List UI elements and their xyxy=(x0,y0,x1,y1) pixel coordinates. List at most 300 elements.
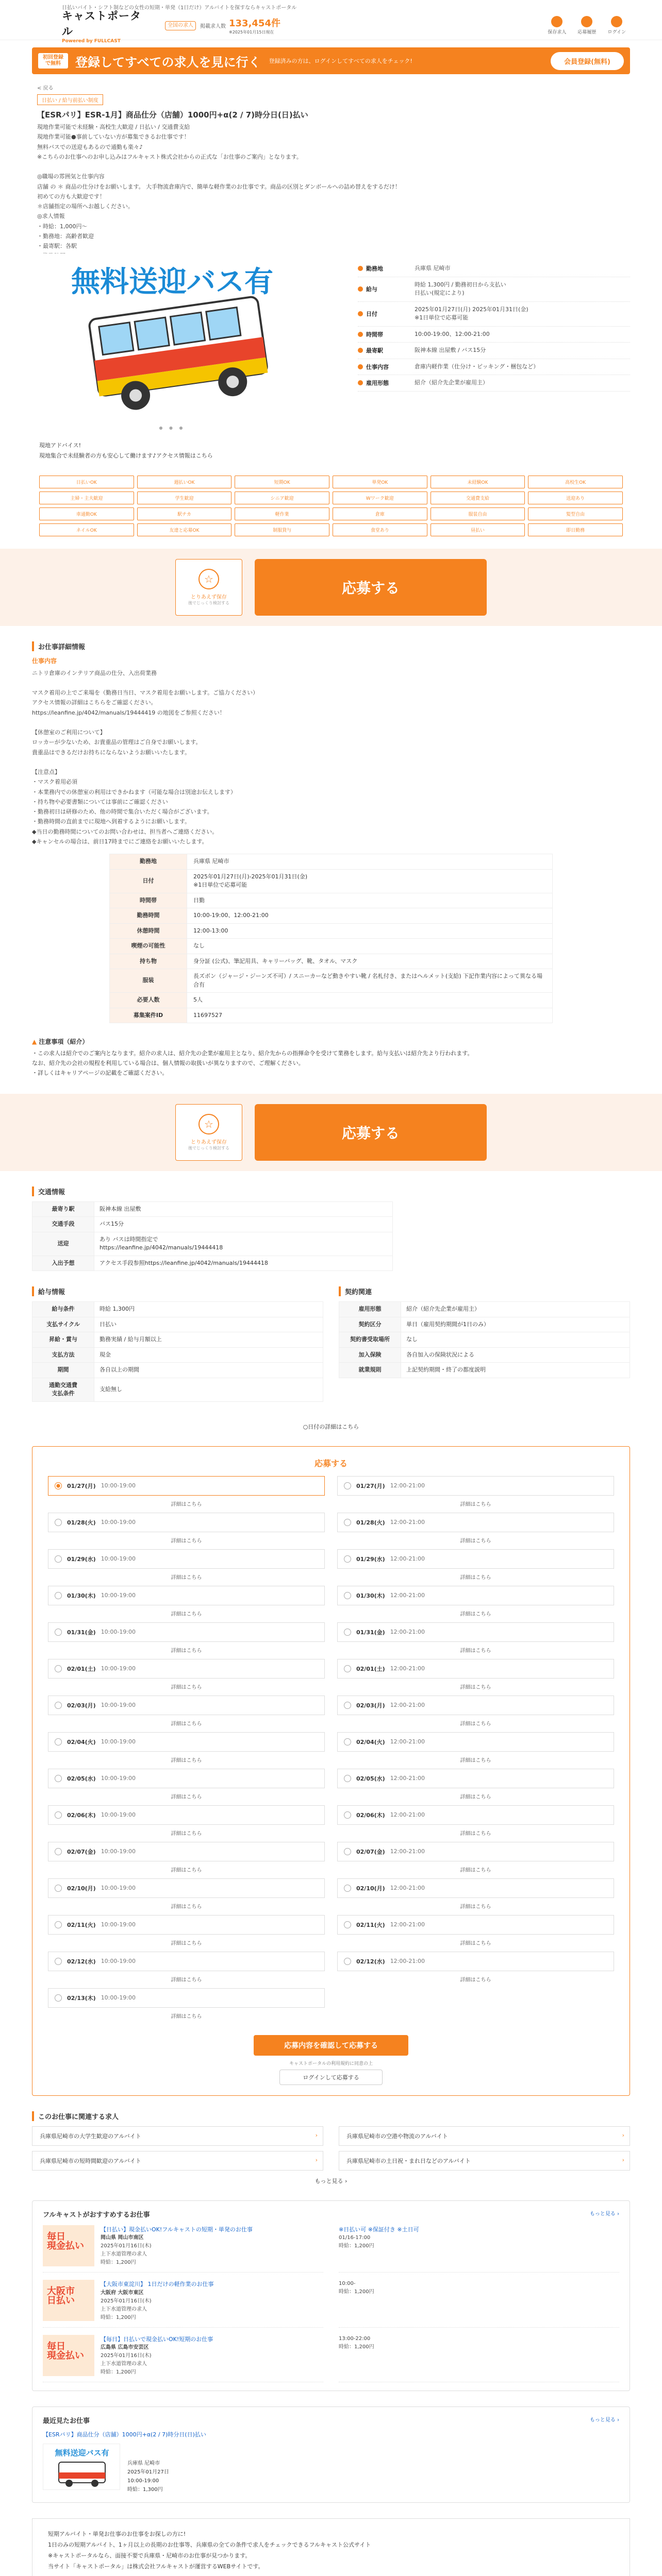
slot-time: 10:00-19:00 xyxy=(101,1592,136,1599)
recommend-job[interactable] xyxy=(339,2225,619,2273)
related-link[interactable]: 兵庫県尼崎市の土日祝・まれ日などのアルバイト › xyxy=(339,2151,630,2171)
feature-tag[interactable]: 服装自由 xyxy=(431,507,525,520)
slot-date: 01/31(金) xyxy=(356,1629,385,1636)
radio-icon xyxy=(55,1592,62,1599)
slot-detail-link[interactable]: 詳細はこちら xyxy=(171,1904,202,1910)
train-icon xyxy=(358,348,363,353)
info-row: 日付 2025年01月27日(月)-2025年01月31日(金) ※1日単位で応募可能 xyxy=(110,869,553,893)
summary-row: 時間帯 10:00-19:00、12:00-21:00 xyxy=(358,327,630,343)
intro-link[interactable]: 現地集合で未経験者の方も安心して働けます♪アクセス情報はこちら xyxy=(39,452,213,459)
slot-time: 10:00-19:00 xyxy=(101,1848,136,1855)
slot-date: 02/05(水) xyxy=(356,1775,385,1782)
yen-icon xyxy=(358,286,363,292)
schedule-option[interactable] xyxy=(337,1805,614,1825)
heart-icon xyxy=(551,16,562,27)
schedule-option[interactable] xyxy=(337,1769,614,1788)
job-thumbnail-text: 大阪市 日払い xyxy=(47,2286,75,2307)
radio-icon xyxy=(55,1775,62,1782)
svg-text:無料送迎バス有: 無料送迎バス有 xyxy=(55,2448,109,2458)
login-label: ログイン xyxy=(607,30,626,35)
schedule-slot xyxy=(337,1696,614,1732)
pay-row: 給与条件 時給 1,300円 xyxy=(32,1302,323,1317)
site-logo[interactable] xyxy=(62,8,144,44)
slot-detail-link[interactable]: 詳細はこちら xyxy=(460,1977,491,1983)
schedule-option[interactable] xyxy=(337,1586,614,1605)
slot-time: 12:00-21:00 xyxy=(390,1885,425,1892)
traffic-row: 入出予想 アクセス手段参照https://leanfine.jp/4042/manuals/19444418 xyxy=(32,1256,393,1271)
pay-heading: 給与情報 xyxy=(32,1286,323,1296)
warning-icon: ▲ xyxy=(32,1038,39,1046)
slot-time: 10:00-19:00 xyxy=(101,1665,136,1672)
slot-time: 10:00-19:00 xyxy=(101,1994,136,2002)
slot-detail-link[interactable]: 詳細はこちら xyxy=(171,1794,202,1800)
radio-icon xyxy=(344,1592,351,1599)
schedule-slot xyxy=(337,1878,614,1915)
schedule-option[interactable] xyxy=(48,1622,325,1642)
schedule-option[interactable] xyxy=(48,1513,325,1532)
traffic-row: 交通手段 バス15分 xyxy=(32,1217,393,1232)
related-link[interactable]: 兵庫県尼崎市の短時間歓迎のアルバイト › xyxy=(32,2151,323,2171)
slot-date: 02/01(土) xyxy=(356,1665,385,1672)
recommend-box xyxy=(32,2200,630,2392)
slot-detail-link[interactable]: 詳細はこちら xyxy=(171,1538,202,1544)
job-summary xyxy=(358,261,630,430)
summary-row: 雇用形態 紹介（紹介先企業が雇用主） xyxy=(358,375,630,392)
job-title-link: 【毎日】日払いで現金払いOK!短期のお仕事 xyxy=(101,2335,213,2343)
schedule-option[interactable] xyxy=(337,1878,614,1898)
schedule-option[interactable] xyxy=(337,1622,614,1642)
pay-row: 期間 各自以上の期間 xyxy=(32,1363,323,1378)
feature-tag[interactable]: シニア歓迎 xyxy=(235,492,329,504)
slot-time: 12:00-21:00 xyxy=(390,1629,425,1636)
slot-detail-link[interactable]: 詳細はこちら xyxy=(460,1794,491,1800)
feature-tag[interactable]: 学生歓迎 xyxy=(137,492,232,504)
job-place: 岡山県 岡山市南区 xyxy=(101,2235,144,2241)
radio-icon xyxy=(55,1848,62,1855)
date-detail-link[interactable]: ○日付の詳細はこちら xyxy=(303,1423,359,1430)
job-pay: 時給：1,200円 xyxy=(339,2289,374,2295)
slot-date: 01/29(水) xyxy=(356,1555,385,1563)
radio-icon xyxy=(55,1811,62,1819)
slot-time: 10:00-19:00 xyxy=(101,1519,136,1526)
slot-time: 10:00-19:00 xyxy=(101,1921,136,1928)
slot-date: 01/30(木) xyxy=(67,1592,96,1599)
radio-icon xyxy=(55,1665,62,1672)
radio-icon xyxy=(55,1519,62,1526)
recent-pay: 時給：1,300円 xyxy=(127,2487,163,2493)
schedule-option[interactable] xyxy=(48,1732,325,1752)
slot-time: 12:00-21:00 xyxy=(390,1738,425,1745)
hero-image xyxy=(38,261,306,420)
job-pay: 時給：1,200円 xyxy=(101,2314,136,2320)
radio-icon xyxy=(55,1738,62,1745)
feature-tag[interactable]: Wワーク歓迎 xyxy=(333,492,427,504)
recent-job[interactable] xyxy=(43,2444,619,2494)
confirm-apply-button[interactable]: 応募内容を確認して応募する xyxy=(254,2035,408,2056)
apply-band xyxy=(0,549,662,626)
schedule-option[interactable] xyxy=(48,1805,325,1825)
radio-icon xyxy=(55,1702,62,1709)
radio-icon xyxy=(55,1885,62,1892)
slot-date: 01/28(火) xyxy=(356,1519,385,1526)
slot-time: 10:00-19:00 xyxy=(101,1555,136,1563)
schedule-option[interactable] xyxy=(337,1952,614,1971)
schedule-option[interactable] xyxy=(337,1696,614,1715)
traffic-row: 最寄り駅 阪神本線 出屋敷 xyxy=(32,1201,393,1217)
schedule-option[interactable] xyxy=(337,1915,614,1935)
job-thumbnail xyxy=(43,2335,94,2376)
login-button[interactable] xyxy=(607,16,626,35)
job-thumbnail-text: 毎日 現金払い xyxy=(47,2341,84,2361)
schedule-option[interactable] xyxy=(48,1549,325,1569)
slot-time: 10:00-19:00 xyxy=(101,1482,136,1489)
recommend-more-link[interactable]: もっと見る › xyxy=(589,2211,619,2217)
feature-tag[interactable]: 即日勤務 xyxy=(528,523,623,536)
schedule-option[interactable] xyxy=(337,1513,614,1532)
slot-date: 02/13(木) xyxy=(67,1994,96,2002)
feature-tag[interactable]: 車通勤OK xyxy=(39,507,134,520)
slot-detail-link[interactable]: 詳細はこちら xyxy=(171,1977,202,1983)
slot-time: 12:00-21:00 xyxy=(390,1592,425,1599)
radio-icon xyxy=(344,1848,351,1855)
feature-tag[interactable]: 食堂あり xyxy=(333,523,427,536)
feature-tag[interactable]: 送迎あり xyxy=(528,492,623,504)
slot-detail-link[interactable]: 詳細はこちら xyxy=(171,1648,202,1654)
top-bar: 日払いバイト・シフト制などの女性の短期・単発（1日だけ）アルバイトを探すならキャストポータル xyxy=(62,5,297,11)
slot-date: 02/03(月) xyxy=(67,1702,96,1709)
slot-date: 02/10(月) xyxy=(67,1885,96,1892)
slot-detail-link[interactable]: 詳細はこちら xyxy=(171,1574,202,1581)
schedule-slot xyxy=(48,1842,325,1878)
bookmark-icon: ☆ xyxy=(198,569,219,589)
pay-table xyxy=(32,1301,323,1402)
feature-tag[interactable]: 駅チカ xyxy=(137,507,232,520)
recent-place: 兵庫県 尼崎市 xyxy=(127,2461,160,2467)
feature-tag[interactable]: 制服貸与 xyxy=(235,523,329,536)
feature-tag[interactable]: 日払いOK xyxy=(39,476,134,488)
slot-detail-link[interactable]: 詳細はこちら xyxy=(460,1757,491,1764)
slot-detail-link[interactable]: 詳細はこちら xyxy=(171,1940,202,1946)
info-row: 勤務時間 10:00-19:00、12:00-21:00 xyxy=(110,908,553,924)
job-count-stat xyxy=(165,16,280,35)
schedule-title: 応募する xyxy=(314,1458,347,1468)
feature-tag[interactable]: 倉庫 xyxy=(333,507,427,520)
schedule-slot xyxy=(337,1513,614,1549)
job-count: 133,454件 xyxy=(229,18,280,29)
schedule-option[interactable] xyxy=(48,1952,325,1971)
apply-button[interactable]: 応募する xyxy=(255,1104,487,1161)
bus-image xyxy=(38,261,306,420)
detail-body: ニトリ倉庫のインテリア商品の仕分、入出荷業務 マスク着用の上でご来場を（勤務日当日、マスク着用をお願いします。ご協力ください） アクセス情報の詳細はこちらをご確認ください。 https://leanfine.jp/4042/manuals/19444419 の地図をご参照ください！ 【休憩室のご利用について】 ロッカーが少ないため、お貴重品の管理はご自身でお願いします。 貴重品はできるだけお持ちにならないようお願いいたします。 【注意点】 ・マスク着用必須 ・本業務内での休憩室の利用はできかねます（可能な場合は別途お伝えします） ・持ち物や必要書類については事前にご確認ください ・勤務初日は研修のため、他の時間で集合いただく場合がございます。 ・勤務時間の直前までに現地へ到着するようにお願いします。 ◆当日の勤務時間についてのお問い合わせは、担当者へご連絡ください。 ◆キャンセルの場合は、前日17時までにご連絡をお願いいたします。 xyxy=(32,669,259,845)
schedule-slot xyxy=(48,1659,325,1696)
clock-icon xyxy=(358,332,363,337)
job-main xyxy=(32,79,630,541)
recent-date: 2025年01月27日 xyxy=(127,2469,169,2476)
slot-date: 02/06(木) xyxy=(356,1811,385,1819)
schedule-slot xyxy=(337,1476,614,1513)
slot-date: 02/01(土) xyxy=(67,1665,96,1672)
feature-tag[interactable]: 高校生OK xyxy=(528,476,623,488)
recommend-job[interactable] xyxy=(43,2225,323,2273)
tags-grid xyxy=(32,470,630,541)
info-row: 持ち物 身分証 (公式)、筆記用具、キャリーバッグ、靴、タオル、マスク xyxy=(110,954,553,969)
slot-date: 02/07(金) xyxy=(356,1848,385,1855)
register-banner[interactable] xyxy=(32,47,630,74)
recommend-jobs xyxy=(43,2225,619,2383)
slot-detail-link[interactable]: 詳細はこちら xyxy=(460,1904,491,1910)
info-row: 休憩時間 12:00-13:00 xyxy=(110,923,553,939)
radio-icon xyxy=(55,1482,62,1489)
slot-date: 01/30(木) xyxy=(356,1592,385,1599)
slot-date: 02/05(水) xyxy=(67,1775,96,1782)
summary-row: 日付 2025年01月27日(月) 2025年01月31日(金) ※1日単位で応募可能 xyxy=(358,302,630,327)
contract-row: 加入保険 各自加入の保険状況による xyxy=(339,1347,630,1363)
schedule-slot xyxy=(48,1769,325,1805)
info-row: 喫煙の可能性 なし xyxy=(110,939,553,954)
area-badge: 全国の求人 xyxy=(165,21,196,30)
feature-tag[interactable]: 軽作業 xyxy=(235,507,329,520)
feature-tag[interactable]: 単発OK xyxy=(333,476,427,488)
site-header xyxy=(0,9,662,44)
slot-time: 12:00-21:00 xyxy=(390,1921,425,1928)
radio-icon xyxy=(344,1519,351,1526)
schedule-slot xyxy=(337,1805,614,1842)
schedule-option[interactable] xyxy=(337,1659,614,1679)
slot-time: 12:00-21:00 xyxy=(390,1958,425,1965)
radio-icon xyxy=(55,1921,62,1928)
slot-detail-link[interactable]: 詳細はこちら xyxy=(171,1501,202,1507)
schedule-slot xyxy=(337,1842,614,1878)
schedule-slot xyxy=(48,1952,325,1988)
notice xyxy=(32,1037,630,1078)
schedule-slot xyxy=(337,1732,614,1769)
slot-detail-link[interactable]: 詳細はこちら xyxy=(460,1684,491,1690)
keep-button[interactable]: ☆ とりあえず保存 後でじっくり検討する xyxy=(175,559,242,616)
job-thumbnail-text: 毎日 現金払い xyxy=(47,2231,84,2251)
related-link[interactable]: 兵庫県尼崎市の大学生歓迎のアルバイト › xyxy=(32,2126,323,2146)
login-apply-button[interactable]: ログインして応募する xyxy=(279,2070,383,2085)
history-icon xyxy=(581,16,592,27)
slot-detail-link[interactable]: 詳細はこちら xyxy=(460,1648,491,1654)
detail-subheading: 仕事内容 xyxy=(32,657,57,665)
apply-button[interactable]: 応募する xyxy=(255,559,487,616)
schedule-option[interactable] xyxy=(48,1842,325,1861)
apply-history-button[interactable] xyxy=(577,16,596,35)
schedule-option[interactable] xyxy=(48,1476,325,1496)
contract-row: 就業規則 上記契約期間・終了の都度説明 xyxy=(339,1363,630,1378)
slot-detail-link[interactable]: 詳細はこちら xyxy=(460,1831,491,1837)
info-table xyxy=(109,854,553,1023)
contract-row: 契約区分 単日（雇用契約期間が1日のみ） xyxy=(339,1317,630,1332)
radio-icon xyxy=(344,1958,351,1965)
schedule-slot xyxy=(48,1805,325,1842)
contract-table xyxy=(339,1301,630,1378)
slot-time: 10:00-19:00 xyxy=(101,1738,136,1745)
radio-icon xyxy=(344,1482,351,1489)
count-label: 掲載求人数 xyxy=(200,24,226,29)
slot-detail-link[interactable]: 詳細はこちら xyxy=(460,1501,491,1507)
banner-title: 登録してすべての求人を見に行く xyxy=(75,55,261,70)
feature-tag[interactable]: 短期OK xyxy=(235,476,329,488)
schedule-option[interactable] xyxy=(48,1988,325,2008)
radio-icon xyxy=(344,1629,351,1636)
radio-icon xyxy=(344,1665,351,1672)
count-note: ※2025年01月15日現在 xyxy=(229,30,274,35)
radio-icon xyxy=(344,1738,351,1745)
saved-jobs-button[interactable] xyxy=(548,16,566,35)
slot-time: 10:00-19:00 xyxy=(101,1958,136,1965)
slot-detail-link[interactable]: 詳細はこちら xyxy=(171,1684,202,1690)
schedule-slot xyxy=(337,1549,614,1586)
detail-section xyxy=(32,641,630,1078)
slot-detail-link[interactable]: 詳細はこちら xyxy=(171,1867,202,1873)
schedule-slot xyxy=(337,1915,614,1952)
feature-tag[interactable]: 週払いOK xyxy=(137,476,232,488)
radio-icon xyxy=(344,1555,351,1563)
keep-button[interactable]: ☆ とりあえず保存 後でじっくり検討する xyxy=(175,1104,242,1161)
job-date: 2025年01月16日(木) xyxy=(101,2243,152,2249)
schedule-option[interactable] xyxy=(337,1732,614,1752)
slot-date: 02/11(火) xyxy=(67,1921,96,1928)
slot-detail-link[interactable]: 詳細はこちら xyxy=(460,1867,491,1873)
slot-date: 01/27(月) xyxy=(356,1482,385,1489)
slot-date: 02/11(火) xyxy=(356,1921,385,1928)
job-date: 2025年01月16日(木) xyxy=(101,2298,152,2304)
contract-icon xyxy=(358,380,363,385)
slot-time: 10:00-19:00 xyxy=(101,1629,136,1636)
radio-icon xyxy=(344,1775,351,1782)
job-sub: 上下水道管理の求人 xyxy=(101,2306,147,2312)
job-place: 大阪府 大阪市東区 xyxy=(101,2290,144,2296)
schedule-option[interactable] xyxy=(48,1878,325,1898)
slot-time: 12:00-21:00 xyxy=(390,1519,425,1526)
pay-row: 支払方法 現金 xyxy=(32,1347,323,1363)
job-date: 2025年01月16日(木) xyxy=(101,2353,152,2359)
job-description: 現地作業可能で未経験・高校生大歓迎 / 日払い / 交通費支給 現地作業可能●事前していない方が募集できるお仕事です！ 無料バスでの送迎もあるので通勤も楽々♪ ※こちらのお仕事へのお申し込みはフルキャスト株式会社からの正式な「お仕事のご案内」となります。 ◎職場の雰囲気と仕事内容 店舗 の ＊ 商品の仕分けをお願いします。 大手物流倉庫内で、簡単な軽作業のお仕事です。商品の区別とダンボールへの詰め替えをするだけ！ 初めての方も大歓迎です！ ＊店舗指定の場所へお越しください。 ◎求人情報 ・時給：1,000円～ ・勤務地：高齢者歓迎 ・最寄駅：各駅 xyxy=(37,124,401,249)
feature-tag[interactable]: 昼払い xyxy=(431,523,525,536)
feature-tag[interactable]: 未経験OK xyxy=(431,476,525,488)
recent-job-title[interactable]: 【ESRパリ】商品仕分（店舗）1000円+α(2 / 7)時分日(日)払い xyxy=(43,2431,206,2438)
slot-time: 10:00-19:00 xyxy=(101,1702,136,1709)
feature-tag[interactable]: 友達と応募OK xyxy=(137,523,232,536)
recommend-job[interactable] xyxy=(43,2280,323,2328)
slot-detail-link[interactable]: 詳細はこちら xyxy=(460,1611,491,1617)
schedule-slot xyxy=(337,1659,614,1696)
recent-heading: 最近見たお仕事 xyxy=(43,2417,90,2426)
schedule-option[interactable] xyxy=(337,1549,614,1569)
slot-detail-link[interactable]: 詳細はこちら xyxy=(171,1831,202,1837)
summary-row: 最寄駅 阪神本線 出屋敷 / バス15分 xyxy=(358,343,630,359)
related-link[interactable]: 兵庫県尼崎市の空港や物流のアルバイト › xyxy=(339,2126,630,2146)
info-row: 必要人数 5人 xyxy=(110,993,553,1008)
terms-note: キャストポータルの利用規約に同意の上 xyxy=(289,2061,373,2066)
schedule-option[interactable] xyxy=(48,1769,325,1788)
job-pay: 時給：1,200円 xyxy=(101,2369,136,2376)
recommend-job[interactable] xyxy=(339,2335,619,2383)
feature-tag[interactable]: ネイルOK xyxy=(39,523,134,536)
job-title-link: 【大阪市東淀川】 1日だけの軽作業のお仕事 xyxy=(101,2281,214,2288)
slot-date: 02/10(月) xyxy=(356,1885,385,1892)
summary-row: 給与 時給 1,300円 / 勤務初日から支払い 日払い(規定により) xyxy=(358,277,630,302)
intro-line: 現地アドバイス! xyxy=(39,442,81,449)
job-title-link: ※日払い可 ※保証付き ※土日可 xyxy=(339,2226,419,2233)
info-row: 勤務地 兵庫県 尼崎市 xyxy=(110,854,553,870)
schedule-option[interactable] xyxy=(337,1476,614,1496)
schedule-option[interactable] xyxy=(48,1696,325,1715)
slot-detail-link[interactable]: 詳細はこちら xyxy=(171,1757,202,1764)
slot-detail-link[interactable]: 詳細はこちら xyxy=(171,1611,202,1617)
job-thumbnail xyxy=(43,2280,94,2321)
slot-detail-link[interactable]: 詳細はこちら xyxy=(171,1721,202,1727)
slot-time: 10:00-19:00 xyxy=(101,1775,136,1782)
schedule-slot xyxy=(337,1622,614,1659)
schedule-option[interactable] xyxy=(337,1842,614,1861)
job-pay: 時給：1,200円 xyxy=(101,2260,136,2266)
radio-icon xyxy=(344,1921,351,1928)
schedule-slot xyxy=(48,1549,325,1586)
bottom-note: 短期アルバイト・単発お仕事のお仕事をお探しの方に! 1日のみの短期アルバイト、1ヶ月以上の長期のお仕事等、兵庫県の全ての条件で求人をチェックできるフルキャスト公式サイト ※キャストポータルなら、面接不要で兵庫県・尼崎市のお仕事が見つかります。 当サイト「キャストポータル」は株式会社フルキャストが運営するWEBサイトです。 xyxy=(32,2518,630,2576)
logo-sub: Powered by FULLCAST xyxy=(62,38,121,44)
schedule-slot xyxy=(48,1622,325,1659)
recommend-job[interactable] xyxy=(339,2280,619,2328)
slot-date: 02/12(水) xyxy=(67,1958,96,1965)
radio-icon xyxy=(344,1885,351,1892)
radio-icon xyxy=(55,1958,62,1965)
related-more-link[interactable]: もっと見る › xyxy=(315,2177,347,2184)
slot-detail-link[interactable]: 詳細はこちら xyxy=(171,2013,202,2020)
carousel-dots[interactable]: ● ● ● xyxy=(159,426,186,430)
register-button[interactable]: 会員登録(無料) xyxy=(551,52,624,70)
job-thumbnail xyxy=(43,2225,94,2266)
info-row: 時間帯 日勤 xyxy=(110,893,553,908)
slot-detail-link[interactable]: 詳細はこちら xyxy=(460,1574,491,1581)
notice-body: ・この求人は紹介でのご案内となります。紹介の求人は、紹介先の企業が雇用主となり、紹介先からの指揮命令を受けて業務をします。給与支払いは紹介先より行われます。 なお、紹介先の会社の規程を利用している場合は、個人情報の取扱いが異なりますので、ご理解ください。 ・詳しくはキャリアページの記載をご確認ください。 xyxy=(32,1050,473,1076)
related-heading: このお仕事に関連する求人 xyxy=(32,2111,630,2121)
info-row: 募集案件ID 11697527 xyxy=(110,1008,553,1023)
contract-row: 契約書受取場所 なし xyxy=(339,1332,630,1348)
slot-date: 01/28(火) xyxy=(67,1519,96,1526)
schedule-slot xyxy=(337,1952,614,1988)
schedule-slot xyxy=(48,1586,325,1622)
bookmark-icon: ☆ xyxy=(198,1114,219,1134)
schedule-slot xyxy=(337,1769,614,1805)
feature-tag[interactable]: 主婦・主夫歓迎 xyxy=(39,492,134,504)
intro xyxy=(32,430,630,461)
work-icon xyxy=(358,364,363,369)
slot-detail-link[interactable]: 詳細はこちら xyxy=(460,1721,491,1727)
feature-tag[interactable]: 髪型自由 xyxy=(528,507,623,520)
radio-icon xyxy=(55,1994,62,2002)
schedule-option[interactable] xyxy=(48,1915,325,1935)
back-link[interactable]: < 戻る xyxy=(37,86,54,91)
schedule-slot xyxy=(48,1732,325,1769)
traffic-table xyxy=(32,1201,393,1272)
slot-detail-link[interactable]: 詳細はこちら xyxy=(460,1538,491,1544)
feature-tag[interactable]: 交通費支給 xyxy=(431,492,525,504)
slot-time: 10:00-19:00 xyxy=(101,1885,136,1892)
recent-more-link[interactable]: もっと見る › xyxy=(589,2417,619,2424)
schedule-option[interactable] xyxy=(48,1586,325,1605)
notice-title: 注意事項（紹介） xyxy=(39,1038,89,1046)
slot-date: 02/06(木) xyxy=(67,1811,96,1819)
schedule-slot xyxy=(48,1696,325,1732)
slot-date: 01/29(水) xyxy=(67,1555,96,1563)
recommend-job[interactable] xyxy=(43,2335,323,2383)
slot-detail-link[interactable]: 詳細はこちら xyxy=(460,1940,491,1946)
schedule-option[interactable] xyxy=(48,1659,325,1679)
job-title-link: 【日払い】現金払いOK!フルキャストの短期・単発のお仕事 xyxy=(101,2226,253,2233)
contract-heading: 契約関連 xyxy=(339,1286,630,1296)
